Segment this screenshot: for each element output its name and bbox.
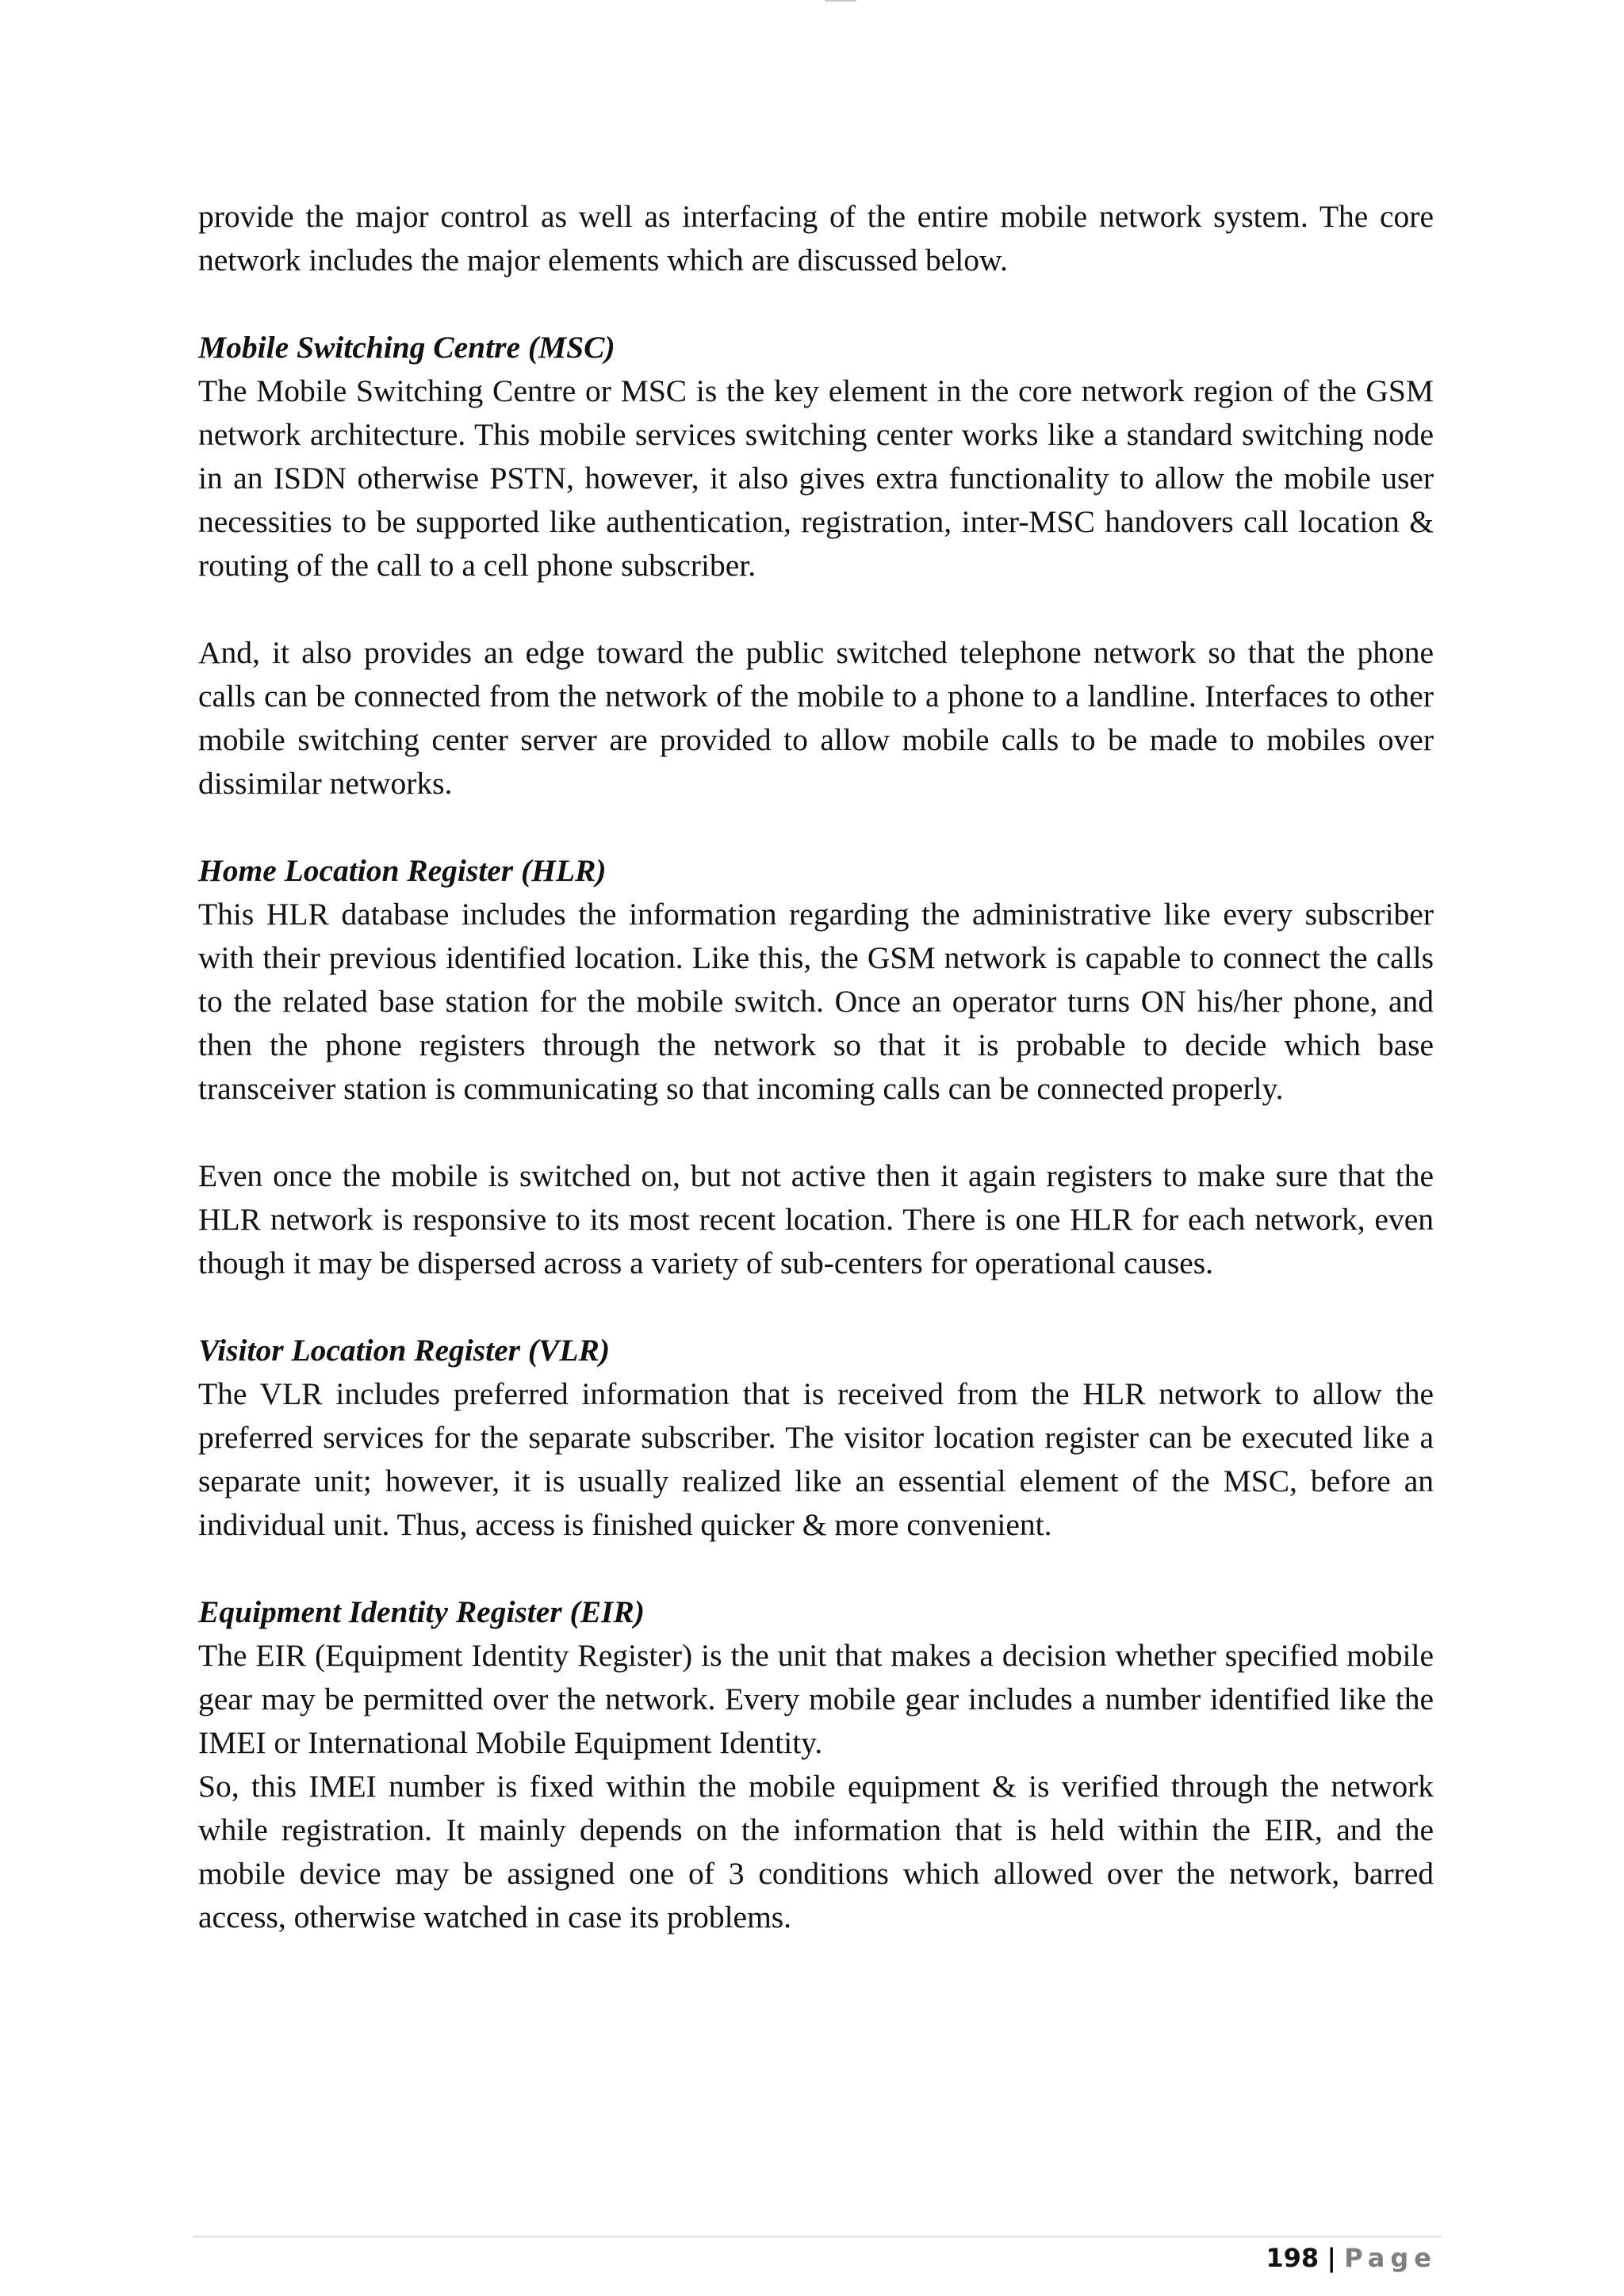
section-vlr [198,1329,1434,1547]
page-content [198,195,1434,1939]
section-paragraph: This HLR database includes the information regarding the administrative like every subscriber with their previous identified location. Like this, the GSM network is capable to connect the calls to the related base station for the mobile switch. Once an operator turns ON his/her phone, and then the phone registers through the network so that it is probable to decide which base transceiver station is communicating so that incoming calls can be connected properly. [198,897,1434,1106]
page-footer [1266,2241,1437,2275]
section-paragraph: The VLR includes preferred information that is received from the HLR network to allow the preferred services for the separate subscriber. The visitor location register can be executed like a separate unit; however, it is usually realized like an essential element of the MSC, before an individual unit. Thus, access is finished quicker & more convenient. [198,1376,1434,1542]
page-label: Page [1344,2243,1437,2273]
section-heading: Home Location Register (HLR) [198,853,607,888]
section-heading: Equipment Identity Register (EIR) [198,1594,645,1629]
footer-divider [193,2236,1442,2237]
section-paragraph: And, it also provides an edge toward the public switched telephone network so that the phone calls can be connected from the network of the mobile to a phone to a landline. Interfaces to other mobile switching center server are provided to allow mobile calls to be made to mobiles over dissimilar networks. [198,635,1434,801]
page-number: 198 [1266,2243,1320,2273]
intro-paragraph: provide the major control as well as interfacing of the entire mobile network system. The core network includes the major elements which are discussed below. [198,199,1434,277]
section-paragraph: The Mobile Switching Centre or MSC is the key element in the core network region of the GSM network architecture. This mobile services switching center works like a standard switching node in an ISDN otherwise PSTN, however, it also gives extra functionality to allow the mobile user necessities to be supported like authentication, registration, inter-MSC handovers call location & routing of the call to a cell phone subscriber. [198,373,1434,583]
section-msc [198,326,1434,806]
section-paragraph: The EIR (Equipment Identity Register) is the unit that makes a decision whether specified mobile gear may be permitted over the network. Every mobile gear includes a number identified like the IMEI or International Mobile Equipment Identity. [198,1638,1434,1760]
section-hlr [198,849,1434,1285]
top-edge-mark [825,0,856,2]
section-heading: Visitor Location Register (VLR) [198,1333,611,1368]
footer-separator: | [1327,2243,1337,2273]
section-eir [198,1590,1434,1939]
section-paragraph: Even once the mobile is switched on, but not active then it again registers to make sure that the HLR network is responsive to its most recent location. There is one HLR for each network, even though it may be dispersed across a variety of sub-centers for operational causes. [198,1158,1434,1280]
section-paragraph: So, this IMEI number is fixed within the mobile equipment & is verified through the network while registration. It mainly depends on the information that is held within the EIR, and the mobile device may be assigned one of 3 conditions which allowed over the network, barred access, otherwise watched in case its problems. [198,1769,1434,1934]
section-heading: Mobile Switching Centre (MSC) [198,330,615,365]
